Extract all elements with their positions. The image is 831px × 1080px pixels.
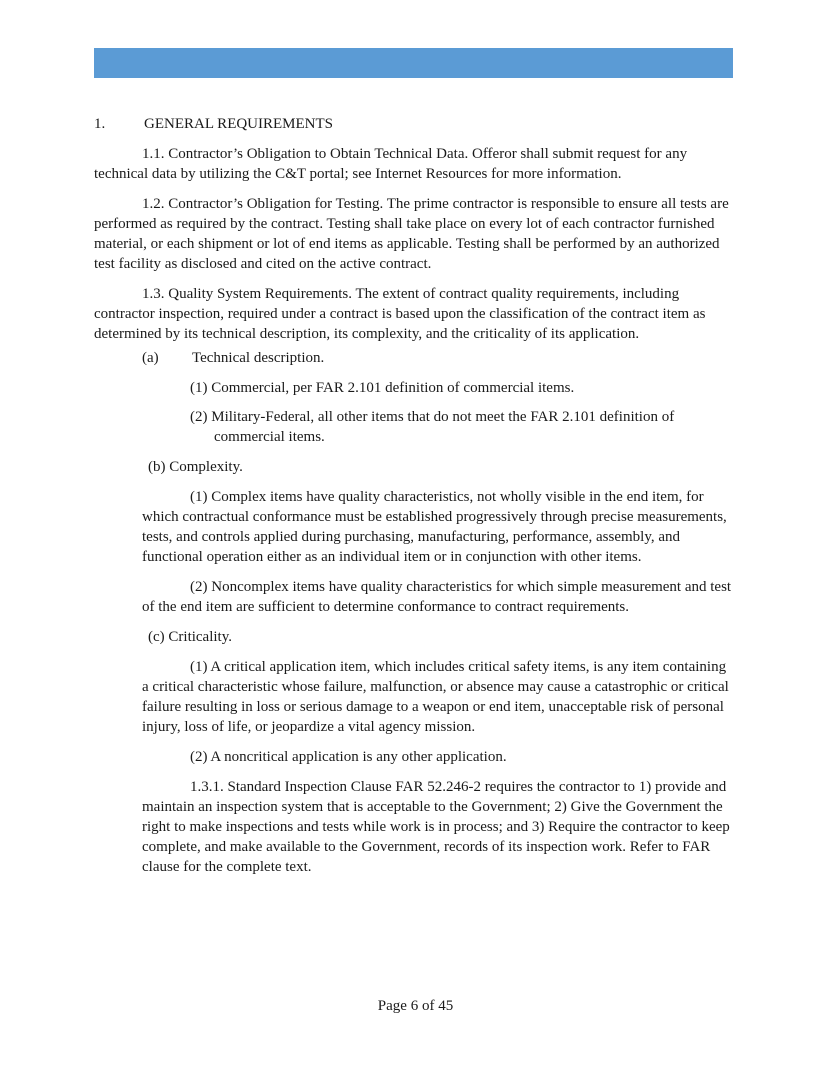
paragraph-1-1: 1.1. Contractor’s Obligation to Obtain Technical Data. Offeror shall submit request for any technical data by utilizing the C&T portal; see Internet Resources for more information.: [94, 146, 688, 182]
header-bar: [94, 48, 733, 78]
subsection-a-title: Technical description.: [192, 350, 325, 366]
item-a-2: (2) Military-Federal, all other items that do not meet the FAR 2.101 definition of commercial items.: [190, 409, 675, 445]
item-b-2: (2) Noncomplex items have quality characteristics for which simple measurement and test of the end item are sufficient to determine conformance to contract requirements.: [142, 579, 732, 615]
subsection-a-heading: [94, 348, 734, 368]
item-a-1: (1) Commercial, per FAR 2.101 definition of commercial items.: [190, 380, 575, 396]
paragraph-1-3-1: 1.3.1. Standard Inspection Clause FAR 52.246-2 requires the contractor to 1) provide and maintain an inspection system that is acceptable to the Government; 2) Give the Government the right to make inspections and tests while work is in process; and 3) Require the contractor to keep complete, and make available to the Government, records of its inspection work. Refer to FAR clause for the complete text.: [142, 779, 730, 875]
section-title: GENERAL REQUIREMENTS: [144, 116, 334, 132]
item-c-1: (1) A critical application item, which includes critical safety items, is any item containing a critical characteristic whose failure, malfunction, or absence may cause a catastrophic or critical failure resulting in loss or serious damage to a weapon or end item, unacceptable risk of personal injury, loss of life, or jeopardize a vital agency mission.: [142, 659, 729, 735]
section-heading: [94, 114, 734, 134]
paragraph-1-2: 1.2. Contractor’s Obligation for Testing. The prime contractor is responsible to ensure all tests are performed as required by the contract. Testing shall take place on every lot of each contractor furnished material, or each shipment or lot of end items as applicable. Testing shall be performed by an authorized test facility as disclosed and cited on the active contract.: [94, 196, 729, 272]
subsection-c-heading: (c) Criticality.: [148, 629, 232, 645]
subsection-a-label: (a): [142, 350, 159, 366]
section-number: 1.: [94, 116, 106, 132]
paragraph-1-3: 1.3. Quality System Requirements. The extent of contract quality requirements, including contractor inspection, required under a contract is based upon the classification of the contract item as determined by its technical description, its complexity, and the criticality of its application.: [94, 286, 706, 342]
document-body: [94, 114, 734, 887]
item-b-1: (1) Complex items have quality characteristics, not wholly visible in the end item, for which contractual conformance must be established progressively through precise measurements, tests, and controls applied during purchasing, manufacturing, performance, assembly, and functional operation either as an individual item or in conjunction with other items.: [142, 489, 727, 565]
item-c-2: (2) A noncritical application is any other application.: [190, 749, 507, 765]
page-number: Page 6 of 45: [377, 998, 454, 1014]
subsection-b-heading: (b) Complexity.: [148, 459, 243, 475]
